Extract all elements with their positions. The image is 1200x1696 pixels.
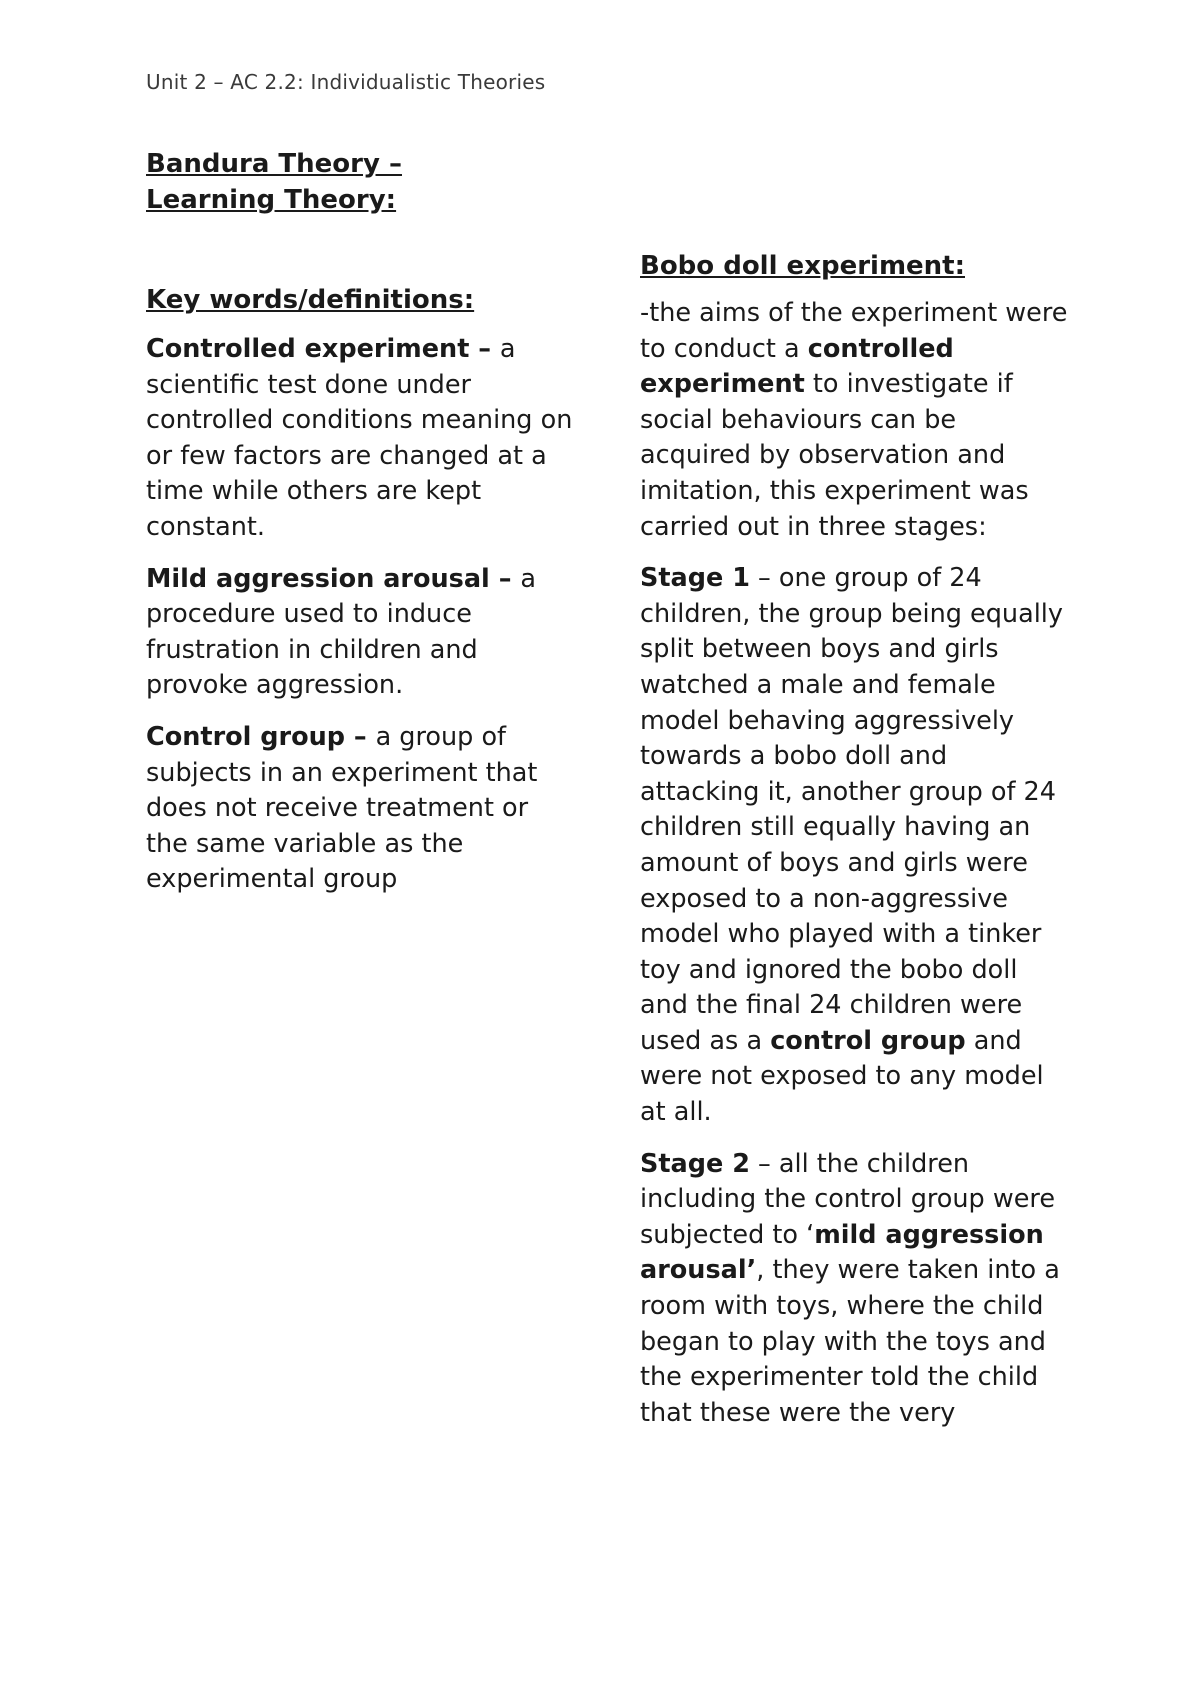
definition-term: Mild aggression arousal [146,563,490,594]
definition-controlled-experiment [146,332,576,546]
stage-2-paragraph [640,1147,1070,1432]
definition-text: a scientific test done under controlled conditions meaning on or few factors are changed at a time while others are kept constant. [146,334,573,542]
experiment-intro [640,296,1070,545]
definition-separator: – [489,563,521,594]
stage-1-text-continued: and were not exposed to any model at all. [640,1025,1044,1128]
stage-1-bold-term: control group [770,1025,966,1056]
intro-bold-term: controlled experiment [640,333,954,400]
intro-text: -the aims of the experiment were to conduct a [640,298,1068,364]
stage-2-bold-term: mild aggression arousal’ [640,1219,1044,1286]
stage-1-text: – one group of 24 children, the group being equally split between boys and girls watched a male and female model behaving aggressively towards a bobo doll and attacking it, another group of 24 children still equally having an amount of boys and girls were exposed to a non-aggressive model who played with a tinker toy and ignored the bobo doll and the final 24 children were used as a [640,563,1063,1056]
definition-text: a group of subjects in an experiment that does not receive treatment or the same variable as the experimental group [146,721,538,895]
stage-2-text: – all the children including the control group were subjected to ‘ [640,1148,1056,1250]
right-column [640,248,1070,1447]
stage-2-label: Stage 2 [640,1148,750,1179]
definition-text: a procedure used to induce frustration in children and provoke aggression. [146,563,536,701]
definition-term: Control group [146,721,346,752]
definition-separator: – [345,721,376,752]
definition-term: Controlled experiment [146,334,470,364]
definition-control-group [146,720,576,898]
key-words-heading: Key words/definitions: [146,285,475,315]
left-column [146,282,576,914]
title-line-2: Learning Theory: [146,185,397,215]
definition-mild-aggression-arousal [146,562,576,704]
stage-1-paragraph [640,561,1070,1131]
stage-2-text-continued: , they were taken into a room with toys, where the child began to play with the toys and the experimenter told the child that these were the very [640,1255,1060,1428]
definition-separator: – [469,334,500,364]
bobo-doll-heading: Bobo doll experiment: [640,251,965,281]
intro-text-continued: to investigate if social behaviours can be acquired by observation and imitation, this experiment was carried out in three stages: [640,369,1029,542]
title-line-1: Bandura Theory – [146,149,402,179]
stage-1-label: Stage 1 [640,563,750,594]
document-title [146,146,566,218]
page-header: Unit 2 – AC 2.2: Individualistic Theories [146,70,546,94]
